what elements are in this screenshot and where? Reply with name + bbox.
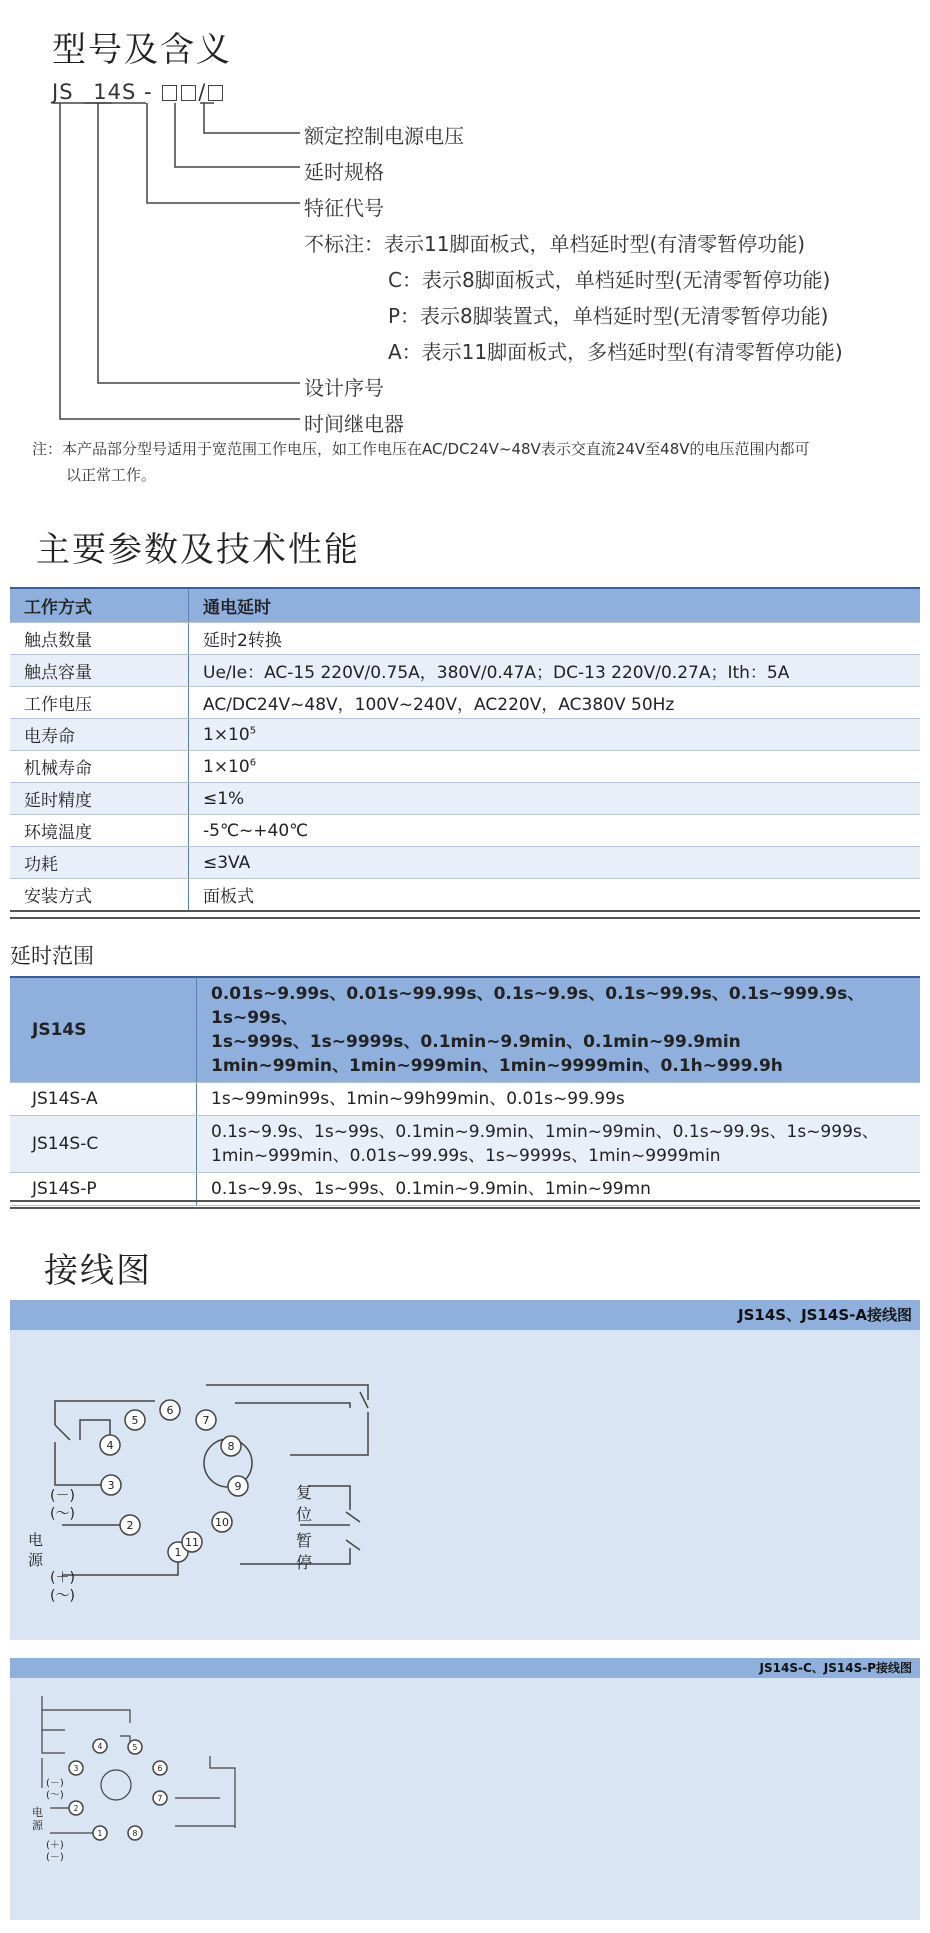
wiring-diagram-2-svg xyxy=(10,1658,920,1920)
params-table xyxy=(10,587,920,911)
pin-6 xyxy=(153,1761,167,1775)
wiring-diagram-1 xyxy=(10,1300,920,1640)
param-label: 工作方式 xyxy=(10,588,189,623)
table-row xyxy=(10,1083,920,1116)
wiring-diagram-1-svg xyxy=(10,1300,920,1640)
svg-text:4: 4 xyxy=(106,1439,114,1452)
svg-text:4: 4 xyxy=(97,1741,103,1751)
code-model: 14S xyxy=(93,80,137,104)
table-row xyxy=(10,847,920,879)
pin-8 xyxy=(128,1826,142,1840)
supply-neg-ac-label: (～) xyxy=(50,1506,75,1522)
delay-range-table xyxy=(10,976,920,1206)
param-value-exponent: 6 xyxy=(249,756,257,768)
table-row xyxy=(10,719,920,751)
param-value: AC/DC24V~48V，100V~240V，AC220V，AC380V 50Hz xyxy=(189,687,921,719)
legend-feature-a: A：表示11脚面板式，多档延时型(有清零暂停功能) xyxy=(388,340,843,364)
supply-pos-label: (＋) xyxy=(46,1840,64,1851)
svg-text:5: 5 xyxy=(131,1414,139,1427)
wiring-diagram-2-header: JS14S-C、JS14S-P接线图 xyxy=(10,1658,920,1678)
supply-label: 源 xyxy=(32,1819,43,1832)
supply-label: 电 xyxy=(28,1531,44,1549)
code-dash: - xyxy=(143,80,153,104)
range-values xyxy=(197,977,921,1083)
table-divider xyxy=(10,1200,920,1209)
svg-text:9: 9 xyxy=(234,1480,242,1493)
svg-text:11: 11 xyxy=(185,1536,199,1549)
param-value: ≤3VA xyxy=(189,847,921,879)
note-line-2: 以正常工作。 xyxy=(66,466,157,484)
pin-9 xyxy=(228,1476,248,1496)
table-row xyxy=(10,751,920,783)
range-line: 0.01s~9.99s、0.01s~99.99s、0.1s~9.9s、0.1s~99.9s、0.1s~999.9s、1s~99s、 xyxy=(211,984,865,1028)
range-line: 1min~999min、0.01s~99.99s、1s~9999s、1min~9999min xyxy=(211,1146,721,1166)
supply-neg-label: (－) xyxy=(50,1488,75,1504)
svg-text:6: 6 xyxy=(157,1763,163,1773)
pin-4 xyxy=(93,1739,107,1753)
range-model: JS14S-C xyxy=(10,1116,197,1173)
svg-text:5: 5 xyxy=(132,1742,138,1752)
pin-3 xyxy=(101,1475,121,1495)
range-line: 1min~99min、1min~999min、1min~9999min、0.1h~999.9h xyxy=(211,1056,783,1076)
table-row xyxy=(10,1116,920,1173)
range-model: JS14S-A xyxy=(10,1083,197,1116)
relay-knob-icon xyxy=(101,1770,131,1800)
supply-label: 源 xyxy=(28,1551,44,1569)
pin-3 xyxy=(69,1761,83,1775)
svg-text:8: 8 xyxy=(132,1828,138,1838)
code-js: JS xyxy=(52,80,74,104)
param-value: 通电延时 xyxy=(189,588,921,623)
param-value: Ue/Ie：AC-15 220V/0.75A，380V/0.47A；DC-13 220V/0.27A；Ith：5A xyxy=(189,655,921,687)
svg-text:1: 1 xyxy=(97,1828,103,1838)
reset-label: 复 xyxy=(296,1483,313,1502)
table-row xyxy=(10,815,920,847)
legend-feature-code: 特征代号 xyxy=(304,196,384,220)
note-line-1: 注：本产品部分型号适用于宽范围工作电压，如工作电压在AC/DC24V~48V表示交直流24V至48V的电压范围内都可 xyxy=(32,440,810,458)
svg-text:1: 1 xyxy=(174,1546,182,1559)
supply-pos-label: (＋) xyxy=(50,1570,75,1586)
legend-rated-voltage: 额定控制电源电压 xyxy=(304,124,464,148)
table-row xyxy=(10,623,920,655)
pin-5 xyxy=(128,1740,142,1754)
supply-pos-ac-label: (～) xyxy=(50,1588,75,1604)
range-line: 0.1s~9.9s、1s~99s、0.1min~9.9min、1min~99min、0.1s~99.9s、1s~999s、 xyxy=(211,1122,879,1142)
svg-text:3: 3 xyxy=(107,1479,115,1492)
param-value: ≤1% xyxy=(189,783,921,815)
section-title-params: 主要参数及技术性能 xyxy=(36,530,360,570)
pin-10 xyxy=(212,1512,232,1532)
section-title-delay-range: 延时范围 xyxy=(10,944,94,968)
svg-text:2: 2 xyxy=(126,1519,134,1532)
range-line: 1s~999s、1s~9999s、0.1min~9.9min、0.1min~99.9min xyxy=(211,1032,741,1052)
legend-feature-none: 不标注：表示11脚面板式，单档延时型(有清零暂停功能) xyxy=(304,232,806,256)
param-value xyxy=(189,751,921,783)
param-value-base: 1×10 xyxy=(203,756,250,777)
svg-text:2: 2 xyxy=(73,1803,79,1813)
table-row xyxy=(10,879,920,911)
pin-11 xyxy=(182,1532,202,1552)
range-line: 0.1s~9.9s、1s~99s、0.1min~9.9min、1min~99mn xyxy=(211,1179,651,1199)
param-label: 机械寿命 xyxy=(10,751,189,783)
legend-feature-c: C：表示8脚面板式，单档延时型(无清零暂停功能) xyxy=(388,268,831,292)
pin-7 xyxy=(196,1410,216,1430)
pin-2 xyxy=(69,1801,83,1815)
range-model: JS14S-P xyxy=(10,1173,197,1206)
param-value: -5℃~+40℃ xyxy=(189,815,921,847)
wiring-diagram-2 xyxy=(10,1658,920,1920)
code-slash: / xyxy=(198,80,207,104)
range-model: JS14S xyxy=(10,977,197,1083)
reset-label: 位 xyxy=(296,1505,313,1524)
wiring-diagram-1-header: JS14S、JS14S-A接线图 xyxy=(10,1300,920,1330)
legend-design-serial: 设计序号 xyxy=(304,376,384,400)
legend-feature-p: P：表示8脚装置式，单档延时型(无清零暂停功能) xyxy=(388,304,829,328)
svg-text:10: 10 xyxy=(215,1516,229,1529)
param-value: 延时2转换 xyxy=(189,623,921,655)
param-label: 工作电压 xyxy=(10,687,189,719)
pin-2 xyxy=(120,1515,140,1535)
table-row xyxy=(10,977,920,1083)
table-row xyxy=(10,783,920,815)
table-row xyxy=(10,588,920,623)
param-label: 触点容量 xyxy=(10,655,189,687)
param-label: 环境温度 xyxy=(10,815,189,847)
supply-pos-ac-label: (－) xyxy=(46,1852,64,1863)
pin-7 xyxy=(153,1791,167,1805)
param-value xyxy=(189,719,921,751)
pin-8 xyxy=(221,1436,241,1456)
svg-text:7: 7 xyxy=(202,1414,210,1427)
param-value-base: 1×10 xyxy=(203,724,250,745)
legend-delay-spec: 延时规格 xyxy=(304,160,384,184)
range-values xyxy=(197,1083,921,1116)
pin-4 xyxy=(100,1435,120,1455)
param-label: 电寿命 xyxy=(10,719,189,751)
supply-neg-ac-label: (～) xyxy=(46,1790,64,1801)
param-label: 功耗 xyxy=(10,847,189,879)
svg-text:6: 6 xyxy=(166,1404,174,1417)
section-title-wiring: 接线图 xyxy=(44,1251,152,1291)
param-label: 延时精度 xyxy=(10,783,189,815)
param-value: 面板式 xyxy=(189,879,921,911)
table-divider xyxy=(10,910,920,919)
param-value-exponent: 5 xyxy=(249,724,257,736)
legend-time-relay: 时间继电器 xyxy=(304,412,404,436)
section-title-model: 型号及含义 xyxy=(52,30,232,70)
supply-label: 电 xyxy=(32,1806,43,1819)
supply-neg-label: (－) xyxy=(46,1778,64,1789)
range-line: 1s~99min99s、1min~99h99min、0.01s~99.99s xyxy=(211,1089,625,1109)
svg-text:8: 8 xyxy=(227,1440,235,1453)
model-code-leader-lines xyxy=(0,0,930,440)
svg-text:7: 7 xyxy=(157,1793,163,1803)
table-row xyxy=(10,655,920,687)
param-label: 触点数量 xyxy=(10,623,189,655)
param-label: 安装方式 xyxy=(10,879,189,911)
pin-1 xyxy=(93,1826,107,1840)
pin-5 xyxy=(125,1410,145,1430)
table-row xyxy=(10,687,920,719)
pause-label: 停 xyxy=(296,1553,313,1572)
range-values xyxy=(197,1116,921,1173)
pause-label: 暂 xyxy=(296,1531,313,1550)
pin-6 xyxy=(160,1400,180,1420)
svg-text:3: 3 xyxy=(73,1763,79,1773)
